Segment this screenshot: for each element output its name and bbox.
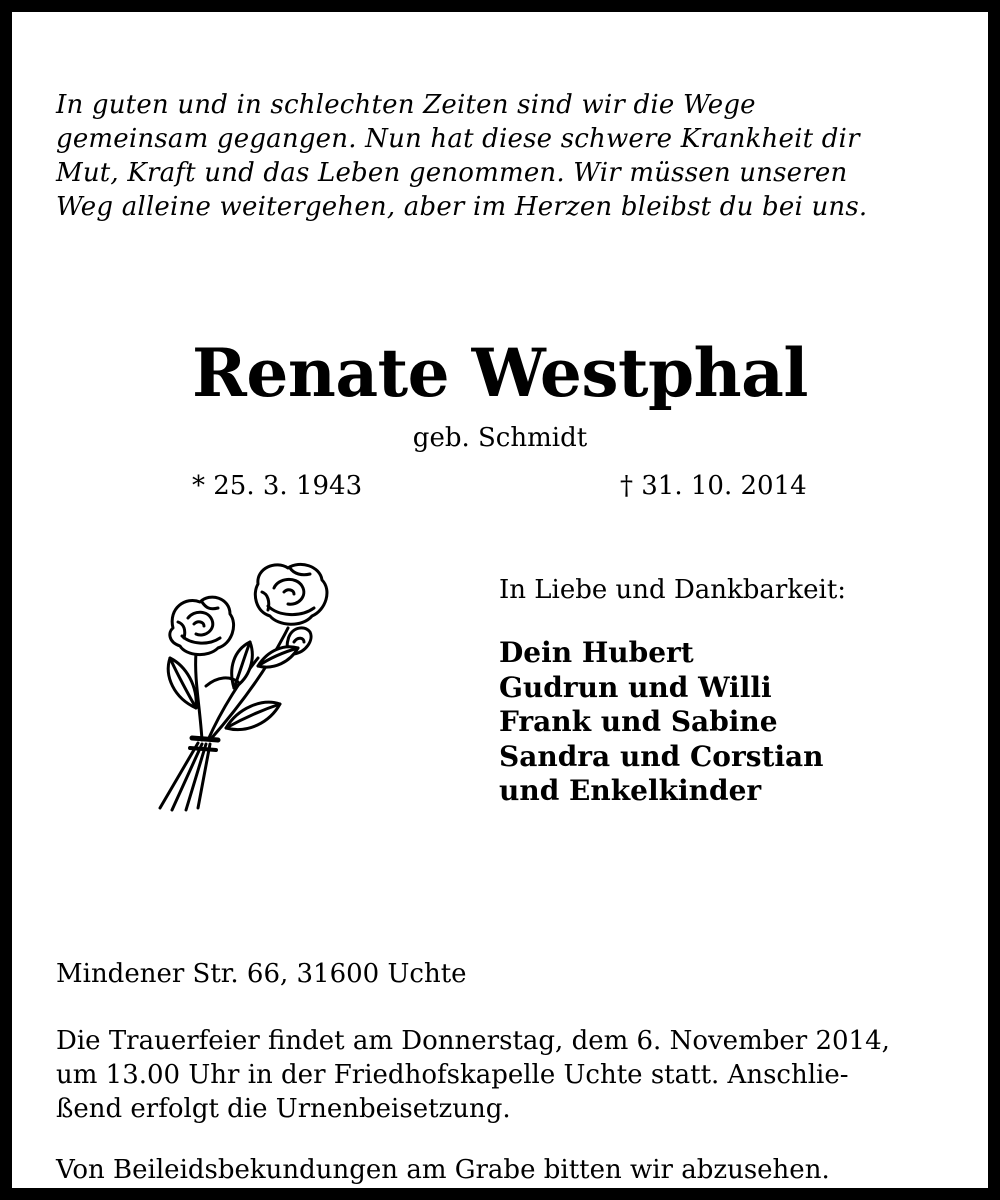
quote-line: Mut, Kraft und das Leben genommen. Wir müssen unseren (56, 158, 848, 188)
roses-icon (138, 558, 338, 818)
mourner-name: Dein Hubert (499, 636, 694, 669)
family-address: Mindener Str. 66, 31600 Uchte (56, 959, 467, 989)
funeral-details (56, 1024, 966, 1126)
birth-date: * 25. 3. 1943 (192, 471, 363, 501)
closing-request: Von Beileidsbekundungen am Grabe bitten wir abzusehen. (56, 1155, 830, 1185)
funeral-details-line: Die Trauerfeier findet am Donnerstag, dem 6. November 2014, (56, 1026, 890, 1056)
mourners-list (499, 636, 824, 809)
thanks-intro: In Liebe und Dankbarkeit: (499, 575, 847, 605)
funeral-details-line: um 13.00 Uhr in der Friedhofskapelle Uchte statt. Anschlie- (56, 1060, 849, 1090)
mourner-name: und Enkelkinder (499, 774, 762, 807)
death-date: † 31. 10. 2014 (620, 471, 807, 501)
funeral-details-line: ßend erfolgt die Urnenbeisetzung. (56, 1094, 511, 1124)
quote-line: gemeinsam gegangen. Nun hat diese schwere Krankheit dir (56, 124, 860, 154)
maiden-name: geb. Schmidt (412, 423, 588, 453)
mourner-name: Gudrun und Willi (499, 670, 772, 704)
quote-line: Weg alleine weitergehen, aber im Herzen bleibst du bei uns. (56, 192, 868, 222)
mourner-name: Frank und Sabine (499, 705, 778, 738)
quote-line: In guten und in schlechten Zeiten sind wir die Wege (56, 90, 756, 120)
mourner-name: Sandra und Corstian (499, 739, 824, 773)
memorial-quote (56, 88, 956, 224)
deceased-name: Renate Westphal (192, 334, 808, 412)
